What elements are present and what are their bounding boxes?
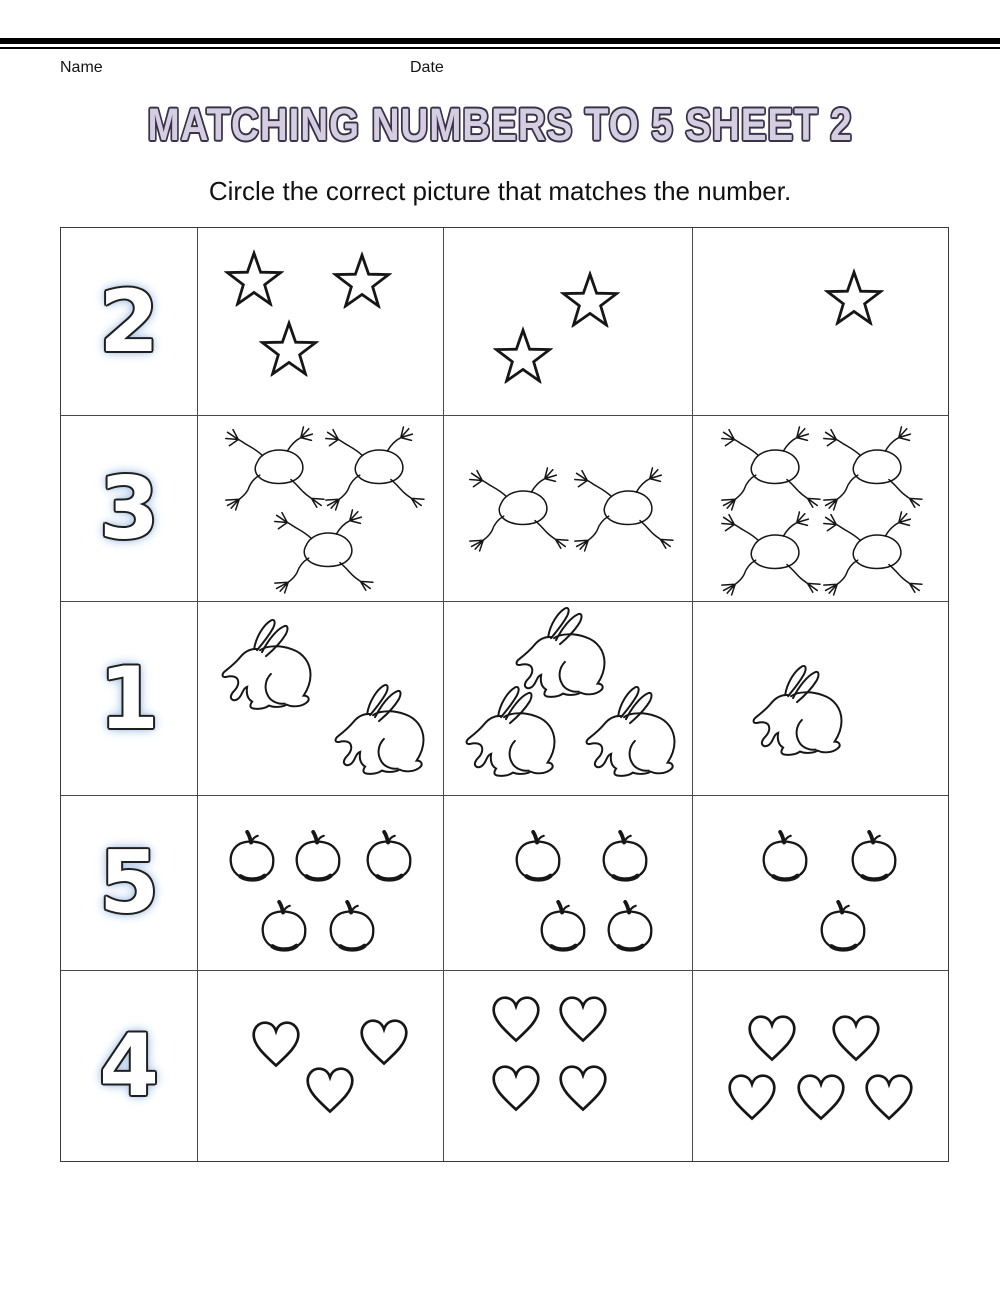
frog-icon: [712, 508, 828, 598]
number-cell-1: [61, 602, 198, 796]
option-2-stars[interactable]: [444, 228, 693, 416]
heart-icon: [794, 1073, 848, 1123]
apple-icon: [257, 900, 311, 954]
row-number: 5: [99, 833, 159, 933]
name-label: Name: [60, 59, 103, 76]
heart-icon: [862, 1073, 916, 1123]
heart-icon: [725, 1073, 779, 1123]
top-rule-thin: [0, 47, 1000, 49]
option-3-apples[interactable]: [693, 796, 948, 971]
option-5-hearts[interactable]: [693, 971, 948, 1161]
frog-icon: [216, 423, 332, 513]
heart-icon: [556, 1064, 610, 1114]
frog-icon: [460, 464, 576, 554]
apple-icon: [816, 900, 870, 954]
option-3-frogs[interactable]: [198, 416, 444, 602]
row-number: 3: [99, 458, 159, 559]
option-4-hearts[interactable]: [444, 971, 693, 1161]
apple-icon: [291, 830, 345, 884]
option-4-apples[interactable]: [444, 796, 693, 971]
option-2-rabbits[interactable]: [198, 602, 444, 796]
apple-icon: [325, 900, 379, 954]
frog-icon: [265, 506, 381, 596]
star-icon: [259, 319, 319, 376]
number-cell-2: [61, 228, 198, 416]
option-3-hearts[interactable]: [198, 971, 444, 1161]
page-title: MATCHING NUMBERS TO 5 SHEET 2: [147, 99, 853, 150]
apple-icon: [362, 830, 416, 884]
rabbit-icon: [739, 663, 851, 758]
apple-icon: [847, 830, 901, 884]
option-2-frogs[interactable]: [444, 416, 693, 602]
heart-icon: [357, 1018, 411, 1068]
instruction-text: Circle the correct picture that matches the number.: [208, 176, 792, 206]
frog-icon: [712, 423, 828, 513]
row-number: 2: [99, 271, 159, 372]
star-icon: [560, 271, 620, 328]
number-cell-4: [61, 971, 198, 1161]
frog-icon: [814, 423, 930, 513]
heart-icon: [745, 1014, 799, 1064]
star-icon: [332, 252, 392, 309]
apple-icon: [511, 830, 565, 884]
number-cell-3: [61, 416, 198, 602]
apple-icon: [758, 830, 812, 884]
option-1-stars[interactable]: [693, 228, 948, 416]
star-icon: [224, 250, 284, 307]
star-icon: [824, 269, 884, 326]
rabbit-icon: [208, 616, 320, 711]
apple-icon: [598, 830, 652, 884]
heart-icon: [556, 995, 610, 1045]
option-5-apples[interactable]: [198, 796, 444, 971]
heart-icon: [303, 1066, 357, 1116]
rabbit-icon: [572, 684, 684, 779]
frog-icon: [316, 423, 432, 513]
frog-icon: [814, 508, 930, 598]
frog-icon: [565, 464, 681, 554]
option-1-rabbits[interactable]: [693, 602, 948, 796]
heart-icon: [489, 1064, 543, 1114]
heart-icon: [829, 1014, 883, 1064]
matching-table: [60, 227, 949, 1162]
apple-icon: [225, 830, 279, 884]
row-number: 1: [99, 648, 159, 749]
date-label: Date: [410, 59, 444, 76]
heart-icon: [489, 995, 543, 1045]
rabbit-icon: [452, 684, 564, 779]
top-rule-thick: [0, 38, 1000, 44]
option-4-frogs[interactable]: [693, 416, 948, 602]
heart-icon: [249, 1020, 303, 1070]
row-number: 4: [99, 1016, 159, 1116]
apple-icon: [536, 900, 590, 954]
star-icon: [493, 327, 553, 384]
number-cell-5: [61, 796, 198, 971]
apple-icon: [603, 900, 657, 954]
option-3-rabbits[interactable]: [444, 602, 693, 796]
option-3-stars[interactable]: [198, 228, 444, 416]
rabbit-icon: [321, 682, 433, 777]
